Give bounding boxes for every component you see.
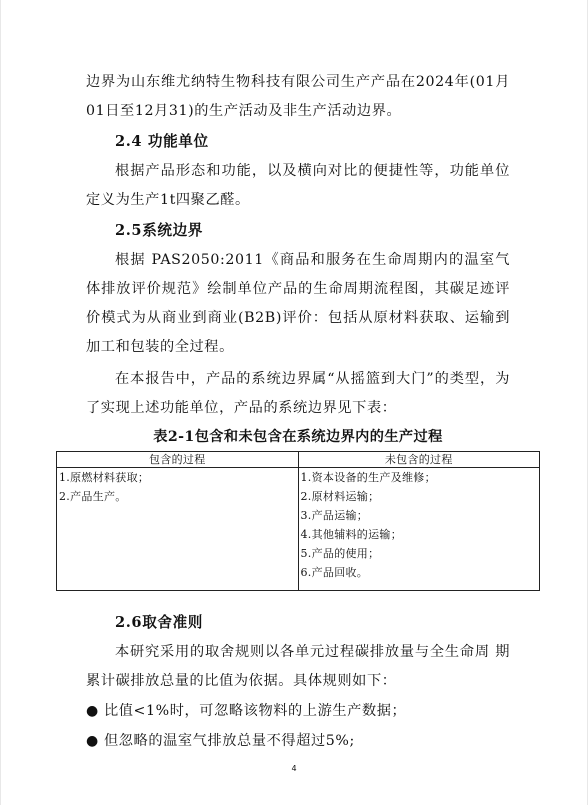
table-header-excluded: 未包含的过程 (298, 452, 540, 468)
table-row (57, 468, 540, 591)
included-item: 2.产品生产。 (59, 490, 127, 503)
heading-functional-unit: 2.4 功能单位 (115, 133, 209, 150)
bullet-text: 比值<1%时，可忽略该物料的上游生产数据； (103, 703, 407, 719)
page-content (59, 68, 510, 756)
bullet-item (86, 727, 510, 756)
excluded-item: 4.其他辅料的运输； (300, 528, 402, 541)
page-left-edge (0, 0, 1, 805)
excluded-item: 2.原材料运输； (300, 490, 380, 503)
page-number: 4 (291, 764, 297, 773)
excluded-item: 5.产品的使用； (300, 547, 380, 560)
excluded-item: 3.产品运输； (300, 509, 369, 522)
heading-system-boundary: 2.5系统边界 (115, 222, 203, 239)
system-boundary-paragraph: 根据 PAS2050:2011《商品和服务在生命周期内的温室气 体排放评价规范》绘制单位产品的生命周期流程图，其碳足迹评价模式为从商业到商业(B2B)评价：包括从原材料获取、运输到加工和包装的全过程。 (86, 252, 510, 355)
included-processes-cell (57, 468, 299, 591)
excluded-item: 6.产品回收。 (300, 566, 369, 579)
bullet-text: 但忽略的温室气排放总量不得超过5%; (103, 733, 355, 749)
bullet-dot-icon: ● (86, 733, 99, 749)
bullet-item (86, 697, 510, 726)
cutoff-paragraph: 本研究采用的取舍规则以各单元过程碳排放量与全生命周 期累计碳排放总量的比值为依据。具体规则如下： (86, 644, 510, 689)
excluded-processes-cell (298, 468, 540, 591)
system-boundary-table (56, 451, 540, 591)
table-caption: 表2-1包含和未包含在系统边界内的生产过程 (153, 429, 443, 445)
boundary-type-paragraph: 在本报告中，产品的系统边界属“从摇篮到大门”的类型，为了实现上述功能单位，产品的系统边界见下表： (86, 371, 510, 416)
heading-cutoff: 2.6取舍准则 (115, 614, 203, 631)
table-header-included: 包含的过程 (57, 452, 299, 468)
bullet-dot-icon: ● (86, 703, 99, 719)
included-item: 1.原燃材料获取； (59, 471, 150, 484)
table-header-row (57, 452, 540, 468)
excluded-item: 1.资本设备的生产及维修； (300, 471, 436, 484)
intro-paragraph: 边界为山东维尤纳特生物科技有限公司生产产品在2024年(01月01日至12月31)的生产活动及非生产活动边界。 (86, 74, 510, 119)
functional-unit-paragraph: 根据产品形态和功能，以及横向对比的便捷性等，功能单位定义为生产1t四聚乙醛。 (86, 163, 510, 208)
